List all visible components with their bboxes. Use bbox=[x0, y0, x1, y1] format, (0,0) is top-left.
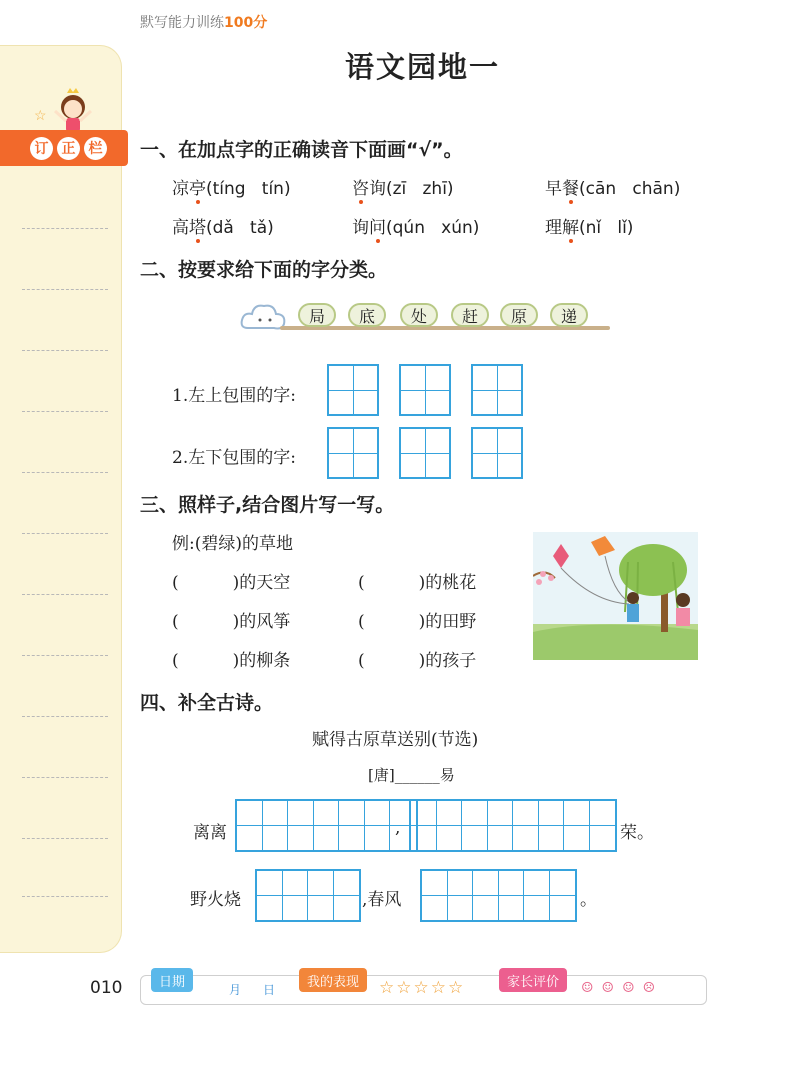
pinyin-item: 早餐(cān chān) bbox=[545, 174, 680, 199]
section4-heading: 四、补全古诗。 bbox=[140, 692, 274, 714]
pinyin-item: 询问(qún xún) bbox=[352, 213, 479, 238]
sidebar-line bbox=[22, 777, 108, 778]
page-number: 010 bbox=[90, 978, 123, 998]
poem-comma: , bbox=[395, 818, 401, 838]
fill-phrase[interactable]: ( )的孩子 bbox=[358, 651, 477, 671]
sidebar-line bbox=[22, 289, 108, 290]
example-text: 例:(碧绿)的草地 bbox=[172, 534, 293, 554]
pinyin-item: 理解(nǐ lǐ) bbox=[545, 213, 633, 238]
poem-line1-end: 荣。 bbox=[620, 823, 654, 843]
q1-label: 1.左上包围的字: bbox=[172, 386, 296, 406]
writing-grid[interactable] bbox=[399, 427, 451, 479]
fill-phrase[interactable]: ( )的田野 bbox=[358, 612, 477, 632]
sidebar-line bbox=[22, 594, 108, 595]
sidebar-line bbox=[22, 838, 108, 839]
star-rating[interactable]: ☆☆☆☆☆ bbox=[379, 978, 466, 998]
poem-title: 赋得古原草送别(节选) bbox=[312, 730, 479, 750]
poem-blank-row[interactable] bbox=[255, 869, 361, 922]
writing-grid[interactable] bbox=[327, 364, 379, 416]
section2-heading: 二、按要求给下面的字分类。 bbox=[140, 259, 388, 281]
pinyin-item: 凉亭(tíng tín) bbox=[172, 174, 291, 199]
fill-phrase[interactable]: ( )的风筝 bbox=[172, 612, 291, 632]
poem-period: 。 bbox=[580, 890, 597, 910]
char-pill: 递 bbox=[550, 303, 588, 327]
sidebar-line bbox=[22, 411, 108, 412]
poem-blank-row[interactable] bbox=[235, 799, 418, 852]
poem-blank-row[interactable] bbox=[420, 869, 577, 922]
evaluation-bar bbox=[140, 975, 707, 1005]
correction-sidebar bbox=[0, 45, 122, 953]
page-header bbox=[140, 12, 267, 32]
parent-eval-badge: 家长评价 bbox=[499, 968, 567, 992]
section1-heading: 一、在加点字的正确读音下面画“√”。 bbox=[140, 139, 463, 161]
tab-char: 正 bbox=[57, 137, 80, 160]
sidebar-line bbox=[22, 350, 108, 351]
page-title: 语文园地一 bbox=[344, 50, 500, 84]
poem-line2-mid: ,春风 bbox=[362, 890, 402, 910]
sidebar-line bbox=[22, 655, 108, 656]
kite-scene-illustration bbox=[533, 532, 698, 660]
month-label: 月 bbox=[229, 983, 242, 997]
tab-char: 栏 bbox=[84, 137, 107, 160]
poem-line2-start: 野火烧 bbox=[190, 890, 241, 910]
face-rating[interactable]: ☺☺☺☹ bbox=[581, 980, 664, 996]
sidebar-line bbox=[22, 472, 108, 473]
correction-tab bbox=[0, 130, 128, 166]
date-badge: 日期 bbox=[151, 968, 193, 992]
writing-grid[interactable] bbox=[399, 364, 451, 416]
writing-grid[interactable] bbox=[471, 364, 523, 416]
char-pill: 底 bbox=[348, 303, 386, 327]
char-pill: 局 bbox=[298, 303, 336, 327]
tab-char: 订 bbox=[30, 137, 53, 160]
poem-line1-start: 离离 bbox=[193, 823, 227, 843]
header-score: 100分 bbox=[224, 15, 268, 31]
poem-blank-row[interactable] bbox=[409, 799, 617, 852]
girl-illustration bbox=[47, 85, 109, 135]
section3-heading: 三、照样子,结合图片写一写。 bbox=[140, 494, 395, 516]
day-label: 日 bbox=[263, 983, 276, 997]
writing-grid[interactable] bbox=[471, 427, 523, 479]
q2-label: 2.左下包围的字: bbox=[172, 448, 296, 468]
sidebar-line bbox=[22, 228, 108, 229]
pinyin-item: 咨询(zī zhī) bbox=[352, 174, 454, 199]
char-pill: 原 bbox=[500, 303, 538, 327]
fill-phrase[interactable]: ( )的桃花 bbox=[358, 573, 477, 593]
poem-author: [唐]______易 bbox=[368, 766, 455, 784]
sidebar-line bbox=[22, 896, 108, 897]
writing-grid[interactable] bbox=[327, 427, 379, 479]
fill-phrase[interactable]: ( )的柳条 bbox=[172, 651, 291, 671]
star-icon: ☆ bbox=[34, 108, 47, 124]
performance-badge: 我的表现 bbox=[299, 968, 367, 992]
char-pill: 赶 bbox=[451, 303, 489, 327]
header-text: 默写能力训练 bbox=[140, 15, 224, 31]
char-pill: 处 bbox=[400, 303, 438, 327]
sidebar-line bbox=[22, 533, 108, 534]
pinyin-item: 高塔(dǎ tǎ) bbox=[172, 213, 274, 238]
fill-phrase[interactable]: ( )的天空 bbox=[172, 573, 291, 593]
sidebar-line bbox=[22, 716, 108, 717]
